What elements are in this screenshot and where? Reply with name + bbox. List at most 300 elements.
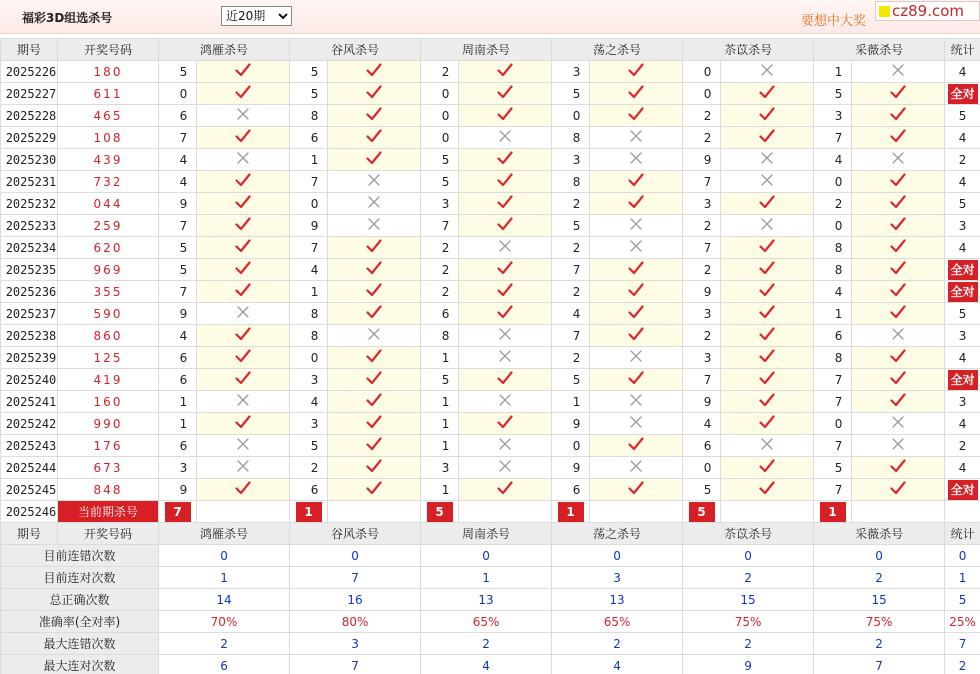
cross-icon bbox=[366, 217, 382, 231]
check-icon bbox=[759, 195, 775, 209]
cross-icon bbox=[759, 173, 775, 187]
kill-number-cell: 3 bbox=[683, 303, 721, 325]
check-icon bbox=[890, 107, 906, 121]
kill-number-table bbox=[0, 38, 980, 674]
row-stat-cell bbox=[945, 259, 980, 281]
current-kill-cell bbox=[552, 501, 590, 523]
check-icon bbox=[497, 371, 513, 385]
kill-number-cell: 0 bbox=[683, 83, 721, 105]
table-row bbox=[1, 325, 980, 347]
summary-label: 目前连错次数 bbox=[1, 545, 159, 567]
kill-number-cell: 3 bbox=[552, 149, 590, 171]
draw-numbers-cell: 108 bbox=[58, 127, 159, 149]
summary-value: 2 bbox=[159, 633, 290, 655]
kill-number-cell: 1 bbox=[552, 391, 590, 413]
table-row bbox=[1, 193, 980, 215]
kill-number-cell: 6 bbox=[159, 369, 197, 391]
check-icon bbox=[366, 151, 382, 165]
check-icon bbox=[235, 415, 251, 429]
draw-numbers-cell: 590 bbox=[58, 303, 159, 325]
table-row bbox=[1, 369, 980, 391]
kill-number-cell: 8 bbox=[290, 303, 328, 325]
check-icon bbox=[497, 261, 513, 275]
result-mark-cell bbox=[590, 435, 683, 457]
cross-icon bbox=[366, 173, 382, 187]
summary-row bbox=[1, 655, 980, 674]
check-icon bbox=[890, 393, 906, 407]
result-mark-cell bbox=[197, 413, 290, 435]
cross-icon bbox=[497, 129, 513, 143]
kill-number-cell: 5 bbox=[421, 369, 459, 391]
result-mark-cell bbox=[852, 435, 945, 457]
result-mark-cell bbox=[328, 237, 421, 259]
kill-number-cell: 5 bbox=[421, 171, 459, 193]
all-correct-badge: 全对 bbox=[948, 480, 978, 500]
result-mark-cell bbox=[459, 83, 552, 105]
kill-number-cell: 2 bbox=[683, 215, 721, 237]
check-icon bbox=[890, 305, 906, 319]
result-mark-cell bbox=[852, 325, 945, 347]
cross-icon bbox=[890, 327, 906, 341]
kill-number-cell: 2 bbox=[683, 325, 721, 347]
kill-number-cell: 7 bbox=[421, 215, 459, 237]
period-cell: 2025236 bbox=[1, 281, 58, 303]
kill-number-cell: 8 bbox=[814, 259, 852, 281]
kill-number-cell: 5 bbox=[290, 61, 328, 83]
draw-numbers-cell: 259 bbox=[58, 215, 159, 237]
col-header-method: 谷风杀号 bbox=[290, 39, 421, 61]
current-kill-badge: 1 bbox=[820, 502, 846, 522]
kill-number-cell: 3 bbox=[683, 193, 721, 215]
cross-icon bbox=[628, 415, 644, 429]
summary-value: 2 bbox=[814, 633, 945, 655]
result-mark-cell bbox=[197, 61, 290, 83]
row-stat-cell: 4 bbox=[945, 237, 980, 259]
result-mark-cell bbox=[590, 413, 683, 435]
check-icon bbox=[628, 63, 644, 77]
cross-icon bbox=[628, 151, 644, 165]
result-mark-cell bbox=[328, 193, 421, 215]
result-mark-cell bbox=[852, 391, 945, 413]
table-row bbox=[1, 105, 980, 127]
draw-numbers-cell: 160 bbox=[58, 391, 159, 413]
kill-number-cell: 9 bbox=[552, 457, 590, 479]
check-icon bbox=[628, 283, 644, 297]
draw-numbers-cell: 176 bbox=[58, 435, 159, 457]
draw-numbers-cell: 125 bbox=[58, 347, 159, 369]
row-stat-cell: 4 bbox=[945, 457, 980, 479]
kill-number-cell: 6 bbox=[290, 127, 328, 149]
check-icon bbox=[759, 283, 775, 297]
col-header-stat: 统计 bbox=[945, 523, 980, 545]
row-stat-cell: 5 bbox=[945, 193, 980, 215]
summary-value: 9 bbox=[683, 655, 814, 674]
period-cell: 2025231 bbox=[1, 171, 58, 193]
period-cell: 2025232 bbox=[1, 193, 58, 215]
kill-number-cell: 8 bbox=[814, 237, 852, 259]
check-icon bbox=[890, 283, 906, 297]
cross-icon bbox=[759, 437, 775, 451]
kill-number-cell: 7 bbox=[683, 171, 721, 193]
check-icon bbox=[890, 85, 906, 99]
kill-number-cell: 7 bbox=[290, 171, 328, 193]
kill-number-cell: 6 bbox=[552, 479, 590, 501]
kill-number-cell: 4 bbox=[290, 259, 328, 281]
cross-icon bbox=[497, 459, 513, 473]
check-icon bbox=[759, 371, 775, 385]
current-stat-empty bbox=[945, 501, 980, 523]
result-mark-cell bbox=[459, 457, 552, 479]
cross-icon bbox=[759, 151, 775, 165]
kill-number-cell: 2 bbox=[421, 237, 459, 259]
kill-number-cell: 1 bbox=[159, 413, 197, 435]
kill-number-cell: 9 bbox=[683, 391, 721, 413]
col-header-method: 荡之杀号 bbox=[552, 523, 683, 545]
kill-number-cell: 2 bbox=[683, 127, 721, 149]
check-icon bbox=[628, 107, 644, 121]
result-mark-cell bbox=[721, 369, 814, 391]
cross-icon bbox=[366, 327, 382, 341]
period-cell: 2025234 bbox=[1, 237, 58, 259]
current-kill-cell bbox=[290, 501, 328, 523]
check-icon bbox=[759, 481, 775, 495]
result-mark-cell bbox=[590, 303, 683, 325]
result-mark-cell bbox=[328, 435, 421, 457]
check-icon bbox=[366, 481, 382, 495]
table-row bbox=[1, 479, 980, 501]
period-cell: 2025230 bbox=[1, 149, 58, 171]
check-icon bbox=[366, 85, 382, 99]
table-row bbox=[1, 61, 980, 83]
check-icon bbox=[628, 437, 644, 451]
result-mark-cell bbox=[852, 127, 945, 149]
cross-icon bbox=[235, 151, 251, 165]
row-stat-cell: 4 bbox=[945, 413, 980, 435]
result-mark-cell bbox=[852, 61, 945, 83]
kill-number-cell: 0 bbox=[290, 347, 328, 369]
header-row bbox=[1, 39, 980, 61]
result-mark-cell bbox=[852, 413, 945, 435]
table-row bbox=[1, 281, 980, 303]
result-mark-cell bbox=[328, 105, 421, 127]
kill-number-cell: 3 bbox=[683, 347, 721, 369]
current-period-row bbox=[1, 501, 980, 523]
result-mark-cell bbox=[459, 281, 552, 303]
row-stat-cell bbox=[945, 281, 980, 303]
kill-number-cell: 7 bbox=[814, 391, 852, 413]
result-mark-cell bbox=[721, 479, 814, 501]
kill-number-cell: 8 bbox=[290, 105, 328, 127]
result-mark-cell bbox=[590, 215, 683, 237]
summary-value: 1 bbox=[421, 567, 552, 589]
summary-value: 1 bbox=[945, 567, 980, 589]
period-range-select[interactable] bbox=[221, 6, 292, 26]
check-icon bbox=[628, 327, 644, 341]
check-icon bbox=[366, 239, 382, 253]
period-cell: 2025233 bbox=[1, 215, 58, 237]
summary-value: 6 bbox=[159, 655, 290, 674]
kill-number-cell: 0 bbox=[421, 83, 459, 105]
summary-value: 2 bbox=[683, 633, 814, 655]
check-icon bbox=[890, 349, 906, 363]
col-header-numbers: 开奖号码 bbox=[58, 39, 159, 61]
check-icon bbox=[235, 481, 251, 495]
cross-icon bbox=[497, 239, 513, 253]
check-icon bbox=[497, 305, 513, 319]
result-mark-cell bbox=[590, 193, 683, 215]
kill-number-cell: 0 bbox=[552, 435, 590, 457]
col-header-method: 周南杀号 bbox=[421, 523, 552, 545]
check-icon bbox=[759, 107, 775, 121]
period-cell: 2025244 bbox=[1, 457, 58, 479]
check-icon bbox=[497, 481, 513, 495]
kill-number-cell: 1 bbox=[814, 303, 852, 325]
result-mark-cell bbox=[590, 325, 683, 347]
all-correct-badge: 全对 bbox=[948, 370, 978, 390]
result-mark-cell bbox=[459, 105, 552, 127]
kill-number-cell: 7 bbox=[683, 237, 721, 259]
current-empty-cell bbox=[328, 501, 421, 523]
row-stat-cell: 3 bbox=[945, 325, 980, 347]
kill-number-cell: 3 bbox=[159, 457, 197, 479]
check-icon bbox=[890, 129, 906, 143]
check-icon bbox=[759, 129, 775, 143]
result-mark-cell bbox=[590, 369, 683, 391]
check-icon bbox=[890, 239, 906, 253]
col-header-method: 荡之杀号 bbox=[552, 39, 683, 61]
check-icon bbox=[235, 85, 251, 99]
check-icon bbox=[366, 459, 382, 473]
check-icon bbox=[759, 261, 775, 275]
draw-numbers-cell: 673 bbox=[58, 457, 159, 479]
result-mark-cell bbox=[852, 259, 945, 281]
result-mark-cell bbox=[197, 281, 290, 303]
period-cell: 2025237 bbox=[1, 303, 58, 325]
result-mark-cell bbox=[328, 303, 421, 325]
check-icon bbox=[366, 107, 382, 121]
result-mark-cell bbox=[852, 347, 945, 369]
draw-numbers-cell: 611 bbox=[58, 83, 159, 105]
table-row bbox=[1, 391, 980, 413]
table-row bbox=[1, 413, 980, 435]
result-mark-cell bbox=[328, 347, 421, 369]
result-mark-cell bbox=[459, 325, 552, 347]
check-icon bbox=[628, 173, 644, 187]
kill-number-cell: 2 bbox=[421, 61, 459, 83]
row-stat-cell: 3 bbox=[945, 391, 980, 413]
kill-number-cell: 1 bbox=[290, 149, 328, 171]
result-mark-cell bbox=[590, 149, 683, 171]
kill-number-cell: 3 bbox=[290, 413, 328, 435]
result-mark-cell bbox=[590, 127, 683, 149]
summary-value: 0 bbox=[552, 545, 683, 567]
result-mark-cell bbox=[590, 457, 683, 479]
table-row bbox=[1, 347, 980, 369]
kill-number-cell: 1 bbox=[421, 413, 459, 435]
col-header-stat: 统计 bbox=[945, 39, 980, 61]
kill-number-cell: 7 bbox=[159, 127, 197, 149]
cross-icon bbox=[759, 217, 775, 231]
check-icon bbox=[235, 239, 251, 253]
result-mark-cell bbox=[197, 347, 290, 369]
summary-value: 0 bbox=[159, 545, 290, 567]
check-icon bbox=[235, 173, 251, 187]
draw-numbers-cell: 355 bbox=[58, 281, 159, 303]
check-icon bbox=[759, 393, 775, 407]
check-icon bbox=[890, 371, 906, 385]
check-icon bbox=[366, 349, 382, 363]
summary-value: 3 bbox=[290, 633, 421, 655]
kill-number-cell: 7 bbox=[683, 369, 721, 391]
cross-icon bbox=[235, 393, 251, 407]
kill-number-cell: 0 bbox=[814, 413, 852, 435]
summary-label: 准确率(全对率) bbox=[1, 611, 159, 633]
result-mark-cell bbox=[459, 61, 552, 83]
result-mark-cell bbox=[197, 479, 290, 501]
col-header-method: 苶苡杀号 bbox=[683, 39, 814, 61]
col-header-method: 鸿雁杀号 bbox=[159, 39, 290, 61]
check-icon bbox=[497, 415, 513, 429]
result-mark-cell bbox=[852, 281, 945, 303]
check-icon bbox=[497, 283, 513, 297]
check-icon bbox=[890, 217, 906, 231]
result-mark-cell bbox=[197, 193, 290, 215]
period-cell: 2025241 bbox=[1, 391, 58, 413]
check-icon bbox=[497, 63, 513, 77]
result-mark-cell bbox=[328, 369, 421, 391]
kill-number-cell: 0 bbox=[814, 215, 852, 237]
check-icon bbox=[628, 195, 644, 209]
kill-number-cell: 6 bbox=[683, 435, 721, 457]
result-mark-cell bbox=[197, 457, 290, 479]
check-icon bbox=[759, 349, 775, 363]
period-cell: 2025240 bbox=[1, 369, 58, 391]
kill-number-cell: 1 bbox=[421, 347, 459, 369]
summary-value: 70% bbox=[159, 611, 290, 633]
draw-numbers-cell: 180 bbox=[58, 61, 159, 83]
kill-number-cell: 3 bbox=[421, 193, 459, 215]
kill-number-cell: 2 bbox=[814, 193, 852, 215]
kill-number-cell: 6 bbox=[814, 325, 852, 347]
kill-number-cell: 7 bbox=[814, 369, 852, 391]
summary-value: 2 bbox=[683, 567, 814, 589]
kill-number-cell: 2 bbox=[552, 237, 590, 259]
check-icon bbox=[235, 349, 251, 363]
kill-number-cell: 6 bbox=[290, 479, 328, 501]
summary-value: 13 bbox=[552, 589, 683, 611]
current-empty-cell bbox=[852, 501, 945, 523]
cross-icon bbox=[497, 393, 513, 407]
summary-value: 7 bbox=[814, 655, 945, 674]
summary-value: 1 bbox=[159, 567, 290, 589]
kill-number-cell: 5 bbox=[683, 479, 721, 501]
watermark-square-icon bbox=[879, 6, 890, 17]
result-mark-cell bbox=[721, 171, 814, 193]
kill-number-cell: 2 bbox=[552, 281, 590, 303]
check-icon bbox=[759, 239, 775, 253]
check-icon bbox=[890, 481, 906, 495]
kill-number-cell: 4 bbox=[159, 325, 197, 347]
summary-value: 7 bbox=[945, 633, 980, 655]
table-row bbox=[1, 457, 980, 479]
summary-row bbox=[1, 545, 980, 567]
check-icon bbox=[890, 261, 906, 275]
cross-icon bbox=[890, 437, 906, 451]
header-row bbox=[1, 523, 980, 545]
kill-number-cell: 1 bbox=[814, 61, 852, 83]
result-mark-cell bbox=[852, 193, 945, 215]
result-mark-cell bbox=[459, 369, 552, 391]
result-mark-cell bbox=[459, 149, 552, 171]
kill-number-cell: 5 bbox=[552, 83, 590, 105]
summary-value: 2 bbox=[421, 633, 552, 655]
result-mark-cell bbox=[197, 83, 290, 105]
kill-number-cell: 9 bbox=[159, 303, 197, 325]
check-icon bbox=[366, 371, 382, 385]
cross-icon bbox=[890, 415, 906, 429]
result-mark-cell bbox=[459, 171, 552, 193]
period-cell: 2025229 bbox=[1, 127, 58, 149]
kill-number-cell: 3 bbox=[421, 457, 459, 479]
kill-number-cell: 6 bbox=[159, 105, 197, 127]
result-mark-cell bbox=[852, 237, 945, 259]
all-correct-badge: 全对 bbox=[948, 282, 978, 302]
check-icon bbox=[366, 415, 382, 429]
draw-numbers-cell: 848 bbox=[58, 479, 159, 501]
summary-value: 7 bbox=[290, 567, 421, 589]
kill-number-cell: 4 bbox=[552, 303, 590, 325]
summary-row bbox=[1, 611, 980, 633]
result-mark-cell bbox=[590, 479, 683, 501]
check-icon bbox=[366, 261, 382, 275]
cross-icon bbox=[235, 305, 251, 319]
summary-value: 0 bbox=[421, 545, 552, 567]
col-header-method: 采薇杀号 bbox=[814, 39, 945, 61]
current-kill-label: 当前期杀号 bbox=[58, 501, 159, 523]
current-kill-cell bbox=[814, 501, 852, 523]
result-mark-cell bbox=[459, 413, 552, 435]
all-correct-badge: 全对 bbox=[948, 84, 978, 104]
result-mark-cell bbox=[590, 83, 683, 105]
kill-number-cell: 0 bbox=[421, 105, 459, 127]
result-mark-cell bbox=[328, 281, 421, 303]
result-mark-cell bbox=[852, 215, 945, 237]
result-mark-cell bbox=[721, 435, 814, 457]
result-mark-cell bbox=[590, 61, 683, 83]
cross-icon bbox=[497, 349, 513, 363]
kill-number-cell: 9 bbox=[683, 149, 721, 171]
summary-value: 4 bbox=[421, 655, 552, 674]
current-empty-cell bbox=[459, 501, 552, 523]
result-mark-cell bbox=[590, 105, 683, 127]
kill-number-cell: 4 bbox=[290, 391, 328, 413]
kill-number-cell: 5 bbox=[159, 61, 197, 83]
result-mark-cell bbox=[590, 281, 683, 303]
result-mark-cell bbox=[197, 215, 290, 237]
row-stat-cell: 4 bbox=[945, 127, 980, 149]
cross-icon bbox=[497, 437, 513, 451]
kill-number-cell: 3 bbox=[814, 105, 852, 127]
check-icon bbox=[235, 261, 251, 275]
cross-icon bbox=[366, 195, 382, 209]
summary-value: 0 bbox=[945, 545, 980, 567]
col-header-method: 谷风杀号 bbox=[290, 523, 421, 545]
kill-number-cell: 0 bbox=[814, 171, 852, 193]
result-mark-cell bbox=[328, 61, 421, 83]
draw-numbers-cell: 969 bbox=[58, 259, 159, 281]
check-icon bbox=[497, 195, 513, 209]
result-mark-cell bbox=[197, 259, 290, 281]
